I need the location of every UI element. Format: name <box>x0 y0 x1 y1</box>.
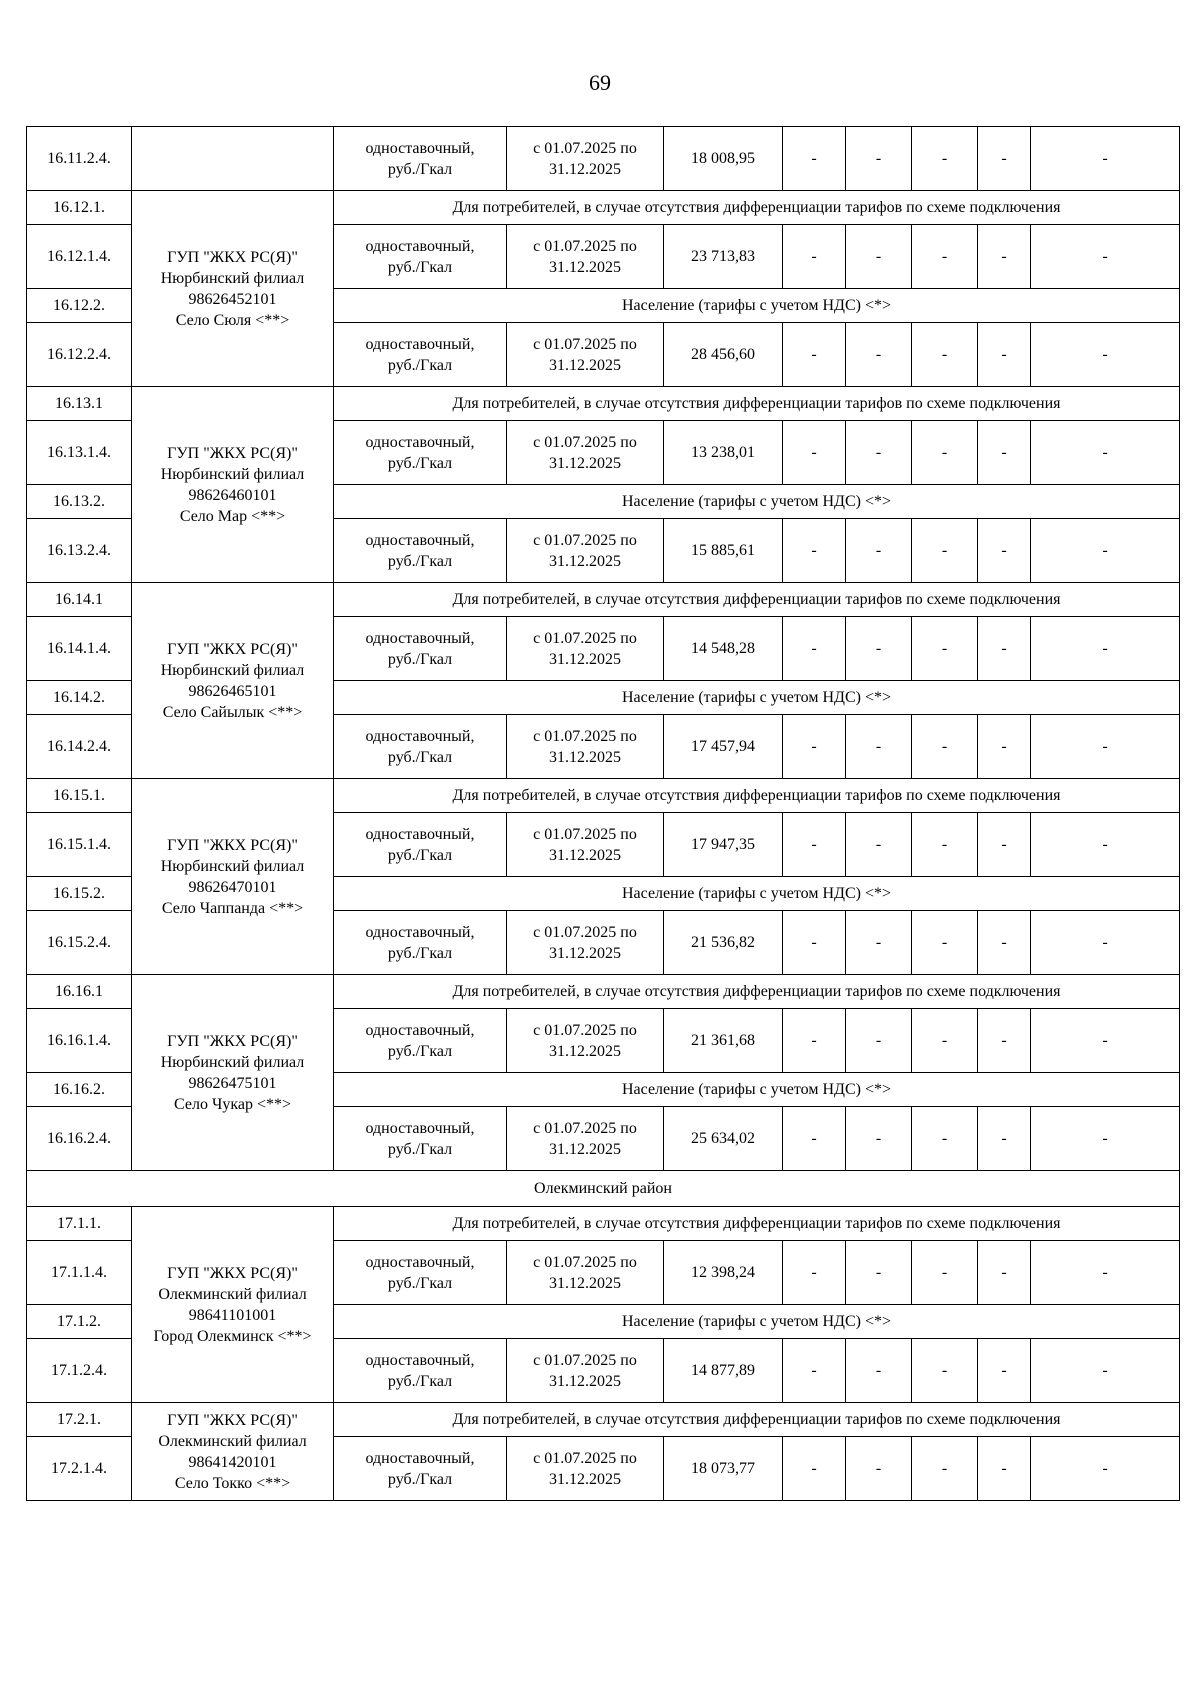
tariff-type-cell <box>334 225 507 289</box>
empty-value-dash: - <box>978 421 1031 485</box>
cell-line: руб./Гкал <box>387 1274 453 1292</box>
period-cell <box>507 911 664 975</box>
tariff-type-cell <box>334 1107 507 1171</box>
organization-line: Город Олекминск <**> <box>153 1327 312 1345</box>
empty-value-dash: - <box>783 911 846 975</box>
empty-value-dash: - <box>1031 911 1180 975</box>
cell-line: одноставочный, <box>365 139 475 157</box>
empty-value-dash: - <box>783 1107 846 1171</box>
empty-value-dash: - <box>912 911 978 975</box>
empty-value-dash: - <box>912 617 978 681</box>
tariff-table <box>26 126 1180 1501</box>
row-code: 17.1.2. <box>27 1305 132 1339</box>
organization-line: 98641101001 <box>188 1306 277 1324</box>
cell-line: руб./Гкал <box>387 1042 453 1060</box>
organization-line: Село Мар <**> <box>179 507 286 525</box>
row-code: 16.14.2.4. <box>27 715 132 779</box>
empty-value-dash: - <box>912 1107 978 1171</box>
empty-value-dash: - <box>978 519 1031 583</box>
empty-value-dash: - <box>846 1437 912 1501</box>
cell-line: с 01.07.2025 по <box>533 629 637 647</box>
organization-line: 98626460101 <box>188 486 277 504</box>
empty-value-dash: - <box>912 1241 978 1305</box>
section-header: Население (тарифы с учетом НДС) <*> <box>334 289 1180 323</box>
page-number: 69 <box>589 70 611 95</box>
organization-line: Село Сюля <**> <box>175 311 290 329</box>
cell-line: с 01.07.2025 по <box>533 237 637 255</box>
table-row <box>27 583 1180 617</box>
empty-value-dash: - <box>846 421 912 485</box>
cell-line: одноставочный, <box>365 1119 475 1137</box>
section-header: Население (тарифы с учетом НДС) <*> <box>334 681 1180 715</box>
organization-line: ГУП "ЖКХ РС(Я)" <box>167 248 298 266</box>
empty-value-dash: - <box>912 813 978 877</box>
row-code: 16.12.2. <box>27 289 132 323</box>
empty-value-dash: - <box>783 519 846 583</box>
empty-value-dash: - <box>978 813 1031 877</box>
tariff-value: 18 073,77 <box>664 1437 783 1501</box>
cell-line: 31.12.2025 <box>549 552 621 570</box>
empty-value-dash: - <box>1031 715 1180 779</box>
empty-value-dash: - <box>846 225 912 289</box>
empty-value-dash: - <box>1031 617 1180 681</box>
cell-line: руб./Гкал <box>387 552 453 570</box>
tariff-value: 18 008,95 <box>664 127 783 191</box>
cell-line: 31.12.2025 <box>549 650 621 668</box>
organization-line: 98626465101 <box>188 682 277 700</box>
organization-line: Нюрбинский филиал <box>160 857 305 875</box>
empty-value-dash: - <box>978 127 1031 191</box>
section-header: Для потребителей, в случае отсутствия дифференциации тарифов по схеме подключения <box>334 387 1180 421</box>
row-code: 17.1.1.4. <box>27 1241 132 1305</box>
cell-line: руб./Гкал <box>387 846 453 864</box>
tariff-value: 14 877,89 <box>664 1339 783 1403</box>
organization-line: Нюрбинский филиал <box>160 465 305 483</box>
cell-line: 31.12.2025 <box>549 748 621 766</box>
empty-value-dash: - <box>783 617 846 681</box>
section-header: Для потребителей, в случае отсутствия дифференциации тарифов по схеме подключения <box>334 779 1180 813</box>
empty-value-dash: - <box>783 421 846 485</box>
empty-value-dash: - <box>783 1241 846 1305</box>
period-cell <box>507 1241 664 1305</box>
cell-line: руб./Гкал <box>387 748 453 766</box>
table-row <box>27 127 1180 191</box>
row-code: 16.12.2.4. <box>27 323 132 387</box>
cell-line: одноставочный, <box>365 335 475 353</box>
cell-line: руб./Гкал <box>387 1470 453 1488</box>
cell-line: руб./Гкал <box>387 650 453 668</box>
cell-line: с 01.07.2025 по <box>533 727 637 745</box>
cell-line: одноставочный, <box>365 1253 475 1271</box>
cell-line: руб./Гкал <box>387 356 453 374</box>
section-header: Для потребителей, в случае отсутствия дифференциации тарифов по схеме подключения <box>334 1207 1180 1241</box>
empty-value-dash: - <box>912 127 978 191</box>
empty-value-dash: - <box>978 911 1031 975</box>
empty-value-dash: - <box>846 617 912 681</box>
empty-value-dash: - <box>846 519 912 583</box>
tariff-value: 25 634,02 <box>664 1107 783 1171</box>
organization-cell-empty <box>132 127 334 191</box>
empty-value-dash: - <box>978 1107 1031 1171</box>
row-code: 16.16.1.4. <box>27 1009 132 1073</box>
row-code: 16.13.1 <box>27 387 132 421</box>
tariff-type-cell <box>334 421 507 485</box>
organization-line: ГУП "ЖКХ РС(Я)" <box>167 1032 298 1050</box>
cell-line: с 01.07.2025 по <box>533 1021 637 1039</box>
period-cell <box>507 323 664 387</box>
row-code: 16.15.2.4. <box>27 911 132 975</box>
organization-line: ГУП "ЖКХ РС(Я)" <box>167 640 298 658</box>
period-cell <box>507 1009 664 1073</box>
cell-line: руб./Гкал <box>387 160 453 178</box>
tariff-type-cell <box>334 1339 507 1403</box>
row-code: 16.14.1.4. <box>27 617 132 681</box>
table-row <box>27 387 1180 421</box>
table-row <box>27 975 1180 1009</box>
tariff-value: 21 536,82 <box>664 911 783 975</box>
cell-line: 31.12.2025 <box>549 258 621 276</box>
period-cell <box>507 1339 664 1403</box>
row-code: 16.13.2.4. <box>27 519 132 583</box>
empty-value-dash: - <box>912 1009 978 1073</box>
cell-line: одноставочный, <box>365 727 475 745</box>
tariff-type-cell <box>334 127 507 191</box>
section-header: Население (тарифы с учетом НДС) <*> <box>334 485 1180 519</box>
organization-line: 98641420101 <box>188 1453 277 1471</box>
row-code: 17.1.1. <box>27 1207 132 1241</box>
tariff-type-cell <box>334 911 507 975</box>
cell-line: руб./Гкал <box>387 944 453 962</box>
section-header: Для потребителей, в случае отсутствия дифференциации тарифов по схеме подключения <box>334 583 1180 617</box>
empty-value-dash: - <box>1031 519 1180 583</box>
section-header: Для потребителей, в случае отсутствия дифференциации тарифов по схеме подключения <box>334 1403 1180 1437</box>
row-code: 16.16.2. <box>27 1073 132 1107</box>
organization-line: ГУП "ЖКХ РС(Я)" <box>167 1264 298 1282</box>
empty-value-dash: - <box>1031 225 1180 289</box>
cell-line: с 01.07.2025 по <box>533 1449 637 1467</box>
empty-value-dash: - <box>783 1339 846 1403</box>
empty-value-dash: - <box>978 323 1031 387</box>
empty-value-dash: - <box>783 1009 846 1073</box>
empty-value-dash: - <box>846 127 912 191</box>
cell-line: с 01.07.2025 по <box>533 335 637 353</box>
row-code: 16.13.2. <box>27 485 132 519</box>
table-row <box>27 779 1180 813</box>
empty-value-dash: - <box>783 127 846 191</box>
empty-value-dash: - <box>783 1437 846 1501</box>
cell-line: с 01.07.2025 по <box>533 139 637 157</box>
empty-value-dash: - <box>846 715 912 779</box>
period-cell <box>507 127 664 191</box>
period-cell <box>507 715 664 779</box>
organization-line: ГУП "ЖКХ РС(Я)" <box>167 444 298 462</box>
empty-value-dash: - <box>912 519 978 583</box>
empty-value-dash: - <box>1031 421 1180 485</box>
section-header: Население (тарифы с учетом НДС) <*> <box>334 1073 1180 1107</box>
row-code: 16.14.2. <box>27 681 132 715</box>
cell-line: одноставочный, <box>365 531 475 549</box>
empty-value-dash: - <box>978 225 1031 289</box>
cell-line: руб./Гкал <box>387 454 453 472</box>
organization-line: Село Чукар <**> <box>173 1095 292 1113</box>
cell-line: с 01.07.2025 по <box>533 1351 637 1369</box>
cell-line: руб./Гкал <box>387 1372 453 1390</box>
empty-value-dash: - <box>912 715 978 779</box>
organization-line: Село Сайылык <**> <box>162 703 303 721</box>
organization-cell <box>132 1207 334 1403</box>
tariff-value: 12 398,24 <box>664 1241 783 1305</box>
cell-line: одноставочный, <box>365 1351 475 1369</box>
empty-value-dash: - <box>783 715 846 779</box>
cell-line: с 01.07.2025 по <box>533 1253 637 1271</box>
period-cell <box>507 617 664 681</box>
row-code: 17.2.1.4. <box>27 1437 132 1501</box>
row-code: 16.14.1 <box>27 583 132 617</box>
empty-value-dash: - <box>912 1437 978 1501</box>
period-cell <box>507 421 664 485</box>
empty-value-dash: - <box>846 1107 912 1171</box>
tariff-value: 21 361,68 <box>664 1009 783 1073</box>
cell-line: с 01.07.2025 по <box>533 531 637 549</box>
row-code: 16.15.1.4. <box>27 813 132 877</box>
organization-line: 98626475101 <box>188 1074 277 1092</box>
empty-value-dash: - <box>846 1339 912 1403</box>
cell-line: 31.12.2025 <box>549 846 621 864</box>
cell-line: 31.12.2025 <box>549 1274 621 1292</box>
tariff-value: 23 713,83 <box>664 225 783 289</box>
organization-line: 98626470101 <box>188 878 277 896</box>
organization-line: Село Чаппанда <**> <box>161 899 304 917</box>
organization-cell <box>132 779 334 975</box>
cell-line: с 01.07.2025 по <box>533 1119 637 1137</box>
row-code: 16.13.1.4. <box>27 421 132 485</box>
period-cell <box>507 519 664 583</box>
empty-value-dash: - <box>783 323 846 387</box>
organization-line: ГУП "ЖКХ РС(Я)" <box>167 1411 298 1429</box>
cell-line: одноставочный, <box>365 433 475 451</box>
empty-value-dash: - <box>978 715 1031 779</box>
organization-line: Нюрбинский филиал <box>160 1053 305 1071</box>
organization-cell <box>132 1403 334 1501</box>
empty-value-dash: - <box>846 911 912 975</box>
row-code: 16.11.2.4. <box>27 127 132 191</box>
period-cell <box>507 813 664 877</box>
empty-value-dash: - <box>783 813 846 877</box>
empty-value-dash: - <box>846 1009 912 1073</box>
tariff-type-cell <box>334 617 507 681</box>
empty-value-dash: - <box>1031 1009 1180 1073</box>
empty-value-dash: - <box>846 323 912 387</box>
organization-line: Нюрбинский филиал <box>160 661 305 679</box>
empty-value-dash: - <box>1031 1437 1180 1501</box>
empty-value-dash: - <box>1031 813 1180 877</box>
cell-line: одноставочный, <box>365 1449 475 1467</box>
empty-value-dash: - <box>978 1437 1031 1501</box>
cell-line: руб./Гкал <box>387 1140 453 1158</box>
row-code: 16.12.1.4. <box>27 225 132 289</box>
cell-line: с 01.07.2025 по <box>533 923 637 941</box>
period-cell <box>507 225 664 289</box>
cell-line: 31.12.2025 <box>549 160 621 178</box>
empty-value-dash: - <box>978 617 1031 681</box>
cell-line: одноставочный, <box>365 825 475 843</box>
organization-cell <box>132 387 334 583</box>
cell-line: руб./Гкал <box>387 258 453 276</box>
cell-line: 31.12.2025 <box>549 1372 621 1390</box>
empty-value-dash: - <box>978 1339 1031 1403</box>
tariff-type-cell <box>334 323 507 387</box>
cell-line: 31.12.2025 <box>549 1470 621 1488</box>
region-row <box>27 1171 1180 1207</box>
cell-line: одноставочный, <box>365 237 475 255</box>
tariff-value: 17 947,35 <box>664 813 783 877</box>
period-cell <box>507 1107 664 1171</box>
empty-value-dash: - <box>912 323 978 387</box>
section-header: Для потребителей, в случае отсутствия дифференциации тарифов по схеме подключения <box>334 975 1180 1009</box>
row-code: 16.16.2.4. <box>27 1107 132 1171</box>
cell-line: 31.12.2025 <box>549 1140 621 1158</box>
tariff-type-cell <box>334 813 507 877</box>
empty-value-dash: - <box>846 1241 912 1305</box>
organization-line: Село Токко <**> <box>174 1474 291 1492</box>
organization-cell <box>132 583 334 779</box>
organization-line: Олекминский филиал <box>158 1285 307 1303</box>
cell-line: 31.12.2025 <box>549 454 621 472</box>
tariff-type-cell <box>334 1241 507 1305</box>
empty-value-dash: - <box>846 813 912 877</box>
section-header: Население (тарифы с учетом НДС) <*> <box>334 877 1180 911</box>
tariff-value: 28 456,60 <box>664 323 783 387</box>
empty-value-dash: - <box>978 1241 1031 1305</box>
cell-line: одноставочный, <box>365 1021 475 1039</box>
cell-line: с 01.07.2025 по <box>533 433 637 451</box>
empty-value-dash: - <box>1031 1107 1180 1171</box>
cell-line: 31.12.2025 <box>549 944 621 962</box>
cell-line: одноставочный, <box>365 923 475 941</box>
organization-line: ГУП "ЖКХ РС(Я)" <box>167 836 298 854</box>
organization-cell <box>132 975 334 1171</box>
row-code: 16.15.2. <box>27 877 132 911</box>
organization-line: Олекминский филиал <box>158 1432 307 1450</box>
cell-line: одноставочный, <box>365 629 475 647</box>
cell-line: 31.12.2025 <box>549 356 621 374</box>
table-row <box>27 191 1180 225</box>
organization-line: 98626452101 <box>188 290 277 308</box>
tariff-value: 13 238,01 <box>664 421 783 485</box>
cell-line: с 01.07.2025 по <box>533 825 637 843</box>
empty-value-dash: - <box>978 1009 1031 1073</box>
row-code: 16.12.1. <box>27 191 132 225</box>
empty-value-dash: - <box>912 1339 978 1403</box>
empty-value-dash: - <box>912 421 978 485</box>
section-header: Население (тарифы с учетом НДС) <*> <box>334 1305 1180 1339</box>
table-row <box>27 1207 1180 1241</box>
organization-line: Нюрбинский филиал <box>160 269 305 287</box>
empty-value-dash: - <box>1031 127 1180 191</box>
tariff-value: 17 457,94 <box>664 715 783 779</box>
tariff-value: 14 548,28 <box>664 617 783 681</box>
cell-line: 31.12.2025 <box>549 1042 621 1060</box>
tariff-type-cell <box>334 1009 507 1073</box>
empty-value-dash: - <box>1031 323 1180 387</box>
tariff-type-cell <box>334 1437 507 1501</box>
tariff-type-cell <box>334 519 507 583</box>
tariff-type-cell <box>334 715 507 779</box>
empty-value-dash: - <box>1031 1241 1180 1305</box>
tariff-value: 15 885,61 <box>664 519 783 583</box>
row-code: 17.2.1. <box>27 1403 132 1437</box>
period-cell <box>507 1437 664 1501</box>
empty-value-dash: - <box>1031 1339 1180 1403</box>
organization-cell <box>132 191 334 387</box>
empty-value-dash: - <box>783 225 846 289</box>
empty-value-dash: - <box>912 225 978 289</box>
row-code: 17.1.2.4. <box>27 1339 132 1403</box>
table-row <box>27 1403 1180 1437</box>
row-code: 16.16.1 <box>27 975 132 1009</box>
section-header: Для потребителей, в случае отсутствия дифференциации тарифов по схеме подключения <box>334 191 1180 225</box>
row-code: 16.15.1. <box>27 779 132 813</box>
region-name: Олекминский район <box>27 1171 1180 1207</box>
